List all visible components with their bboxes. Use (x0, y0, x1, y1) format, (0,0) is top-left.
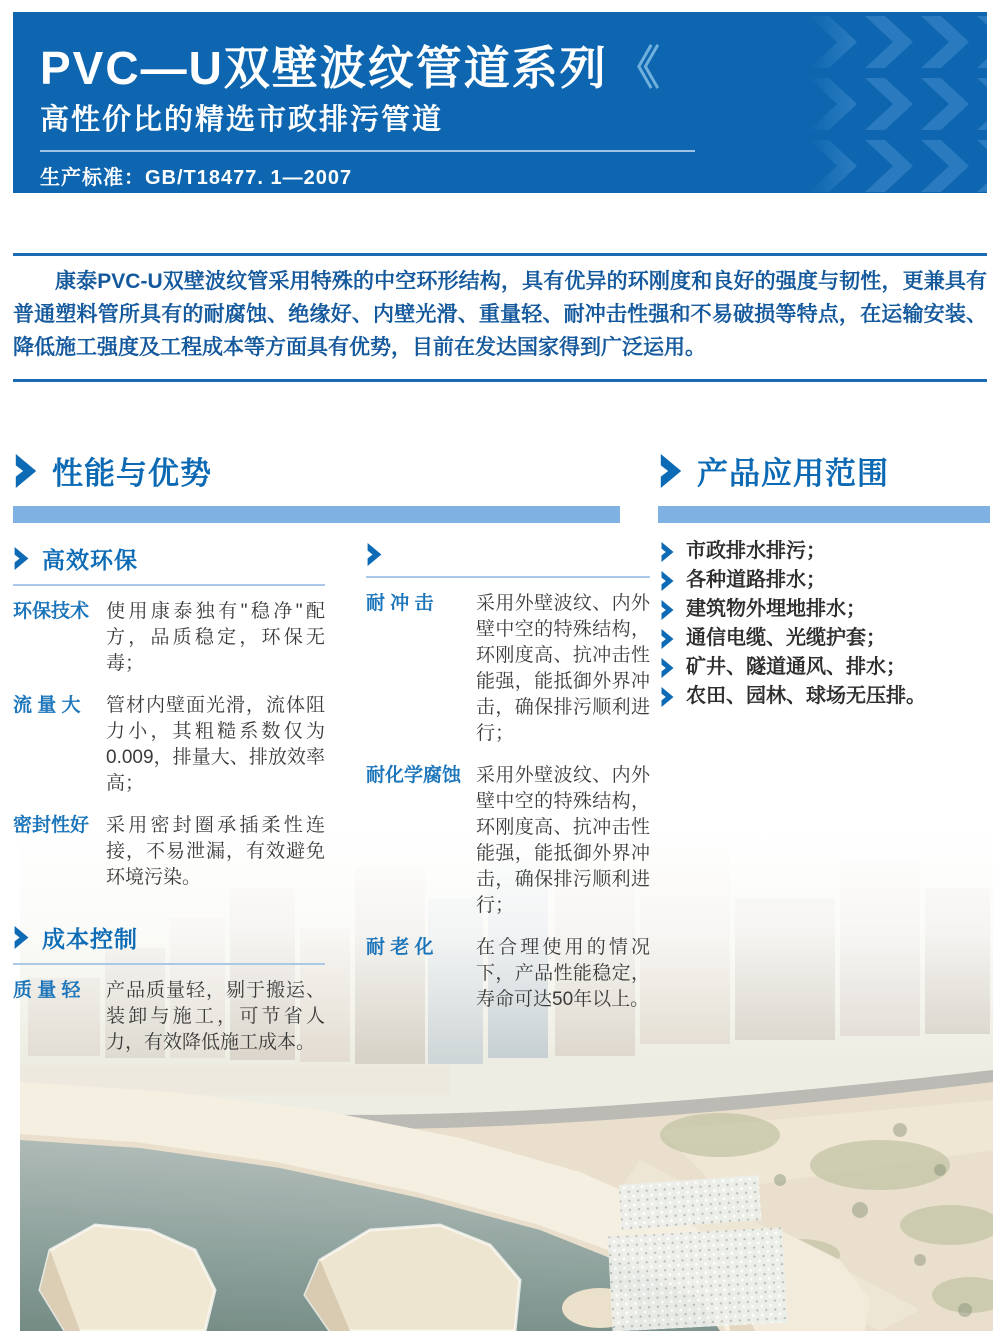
banner-divider (40, 150, 695, 152)
application-item (658, 657, 990, 678)
perf-item-label: 耐 老 化 (366, 937, 434, 958)
application-item-text: 农田、园林、球场无压排。 (686, 685, 926, 707)
cost-items (13, 978, 325, 1056)
performance-bar (13, 506, 620, 523)
perf-item-label: 质 量 轻 (13, 980, 81, 1001)
intro-text: 康泰PVC-U双壁波纹管采用特殊的中空环形结构，具有优异的环刚度和良好的强度与韧性，更兼具有普通塑料管所具有的耐腐蚀、绝缘好、内壁光滑、重量轻、耐冲击性强和不易破损等特点，在运输安装、降低施工强度及工程成本等方面具有优势，目前在发达国家得到广泛运用。 (13, 270, 987, 359)
chevron-right-icon (660, 600, 675, 620)
performance-section (13, 448, 650, 1072)
perf-item (366, 935, 650, 1013)
perf-item-label: 密封性好 (13, 815, 90, 836)
chevron-right-icon (13, 547, 30, 570)
performance-col-left (13, 523, 325, 1072)
application-item-text: 市政排水排污； (686, 540, 826, 562)
cost-subheader (13, 921, 325, 965)
application-item-text: 建筑物外埋地排水； (686, 598, 866, 620)
applications-bar (658, 506, 990, 523)
application-item-text: 通信电缆、光缆护套； (686, 627, 886, 649)
durability-items (366, 591, 650, 1013)
application-item (658, 686, 990, 707)
application-item-text: 矿井、隧道通风、排水； (686, 656, 906, 678)
application-item (658, 628, 990, 649)
perf-item-label: 耐化学腐蚀 (366, 765, 462, 786)
chevron-right-icon (658, 454, 684, 488)
application-item (658, 599, 990, 620)
perf-item-text: 产品质量轻，剔于搬运、装卸与施工，可节省人力，有效降低施工成本。 (106, 980, 325, 1053)
perf-item (13, 978, 325, 1056)
perf-item-text: 在合理使用的情况下，产品性能稳定，寿命可达50年以上。 (476, 937, 650, 1010)
perf-item-label: 流 量 大 (13, 695, 81, 716)
product-subtitle: 高性价比的精选市政排污管道 (40, 104, 444, 136)
intro-section (13, 253, 987, 382)
production-standard: 生产标准：GB/T18477. 1—2007 (40, 167, 353, 189)
chevron-right-icon (660, 658, 675, 678)
chevron-right-icon (660, 571, 675, 591)
performance-columns (13, 523, 650, 1072)
application-item (658, 570, 990, 591)
perf-item (13, 693, 325, 797)
perf-item (13, 813, 325, 891)
chevron-right-icon (660, 629, 675, 649)
chevron-right-icon (13, 454, 39, 488)
applications-list (658, 541, 990, 707)
perf-item (13, 599, 325, 677)
application-item (658, 541, 990, 562)
product-series-title-text: PVC—U双壁波纹管道系列 (40, 42, 608, 94)
title-angle-mark: 《 (613, 42, 662, 94)
perf-item-text: 采用外壁波纹、内外壁中空的特殊结构，环刚度高、抗冲击性能强，能抵御外界冲击，确保排污顺利进行； (476, 593, 650, 744)
chevron-right-icon (366, 543, 383, 566)
cost-subtitle: 成本控制 (42, 926, 138, 952)
chevron-right-icon (660, 542, 675, 562)
perf-item-text: 采用外壁波纹、内外壁中空的特殊结构，环刚度高、抗冲击性能强，能抵御外界冲击，确保排污顺利进行； (476, 765, 650, 916)
applications-section (658, 448, 990, 715)
durability-subheader (366, 542, 650, 578)
perf-item-text: 管材内壁面光滑，流体阻力小，其粗糙系数仅为 0.009，排量大、排放效率高； (106, 695, 325, 794)
applications-title: 产品应用范围 (697, 456, 889, 491)
application-item-text: 各种道路排水； (686, 569, 826, 591)
performance-header (13, 448, 650, 493)
applications-header (658, 448, 990, 493)
perf-item-label: 环保技术 (13, 601, 90, 622)
header-banner (13, 12, 987, 193)
eco-subheader (13, 542, 325, 586)
performance-title: 性能与优势 (52, 456, 212, 491)
performance-col-right (366, 523, 650, 1072)
perf-item-text: 使用康泰独有"稳净"配方，品质稳定，环保无毒； (106, 601, 325, 674)
perf-item (366, 591, 650, 747)
chevron-right-icon (660, 687, 675, 707)
eco-items (13, 599, 325, 891)
product-series-title (40, 42, 987, 94)
eco-subtitle: 高效环保 (42, 547, 138, 573)
perf-item-label: 耐 冲 击 (366, 593, 434, 614)
perf-item (366, 763, 650, 919)
chevron-right-icon (13, 926, 30, 949)
perf-item-text: 采用密封圈承插柔性连接，不易泄漏，有效避免环境污染。 (106, 815, 325, 888)
